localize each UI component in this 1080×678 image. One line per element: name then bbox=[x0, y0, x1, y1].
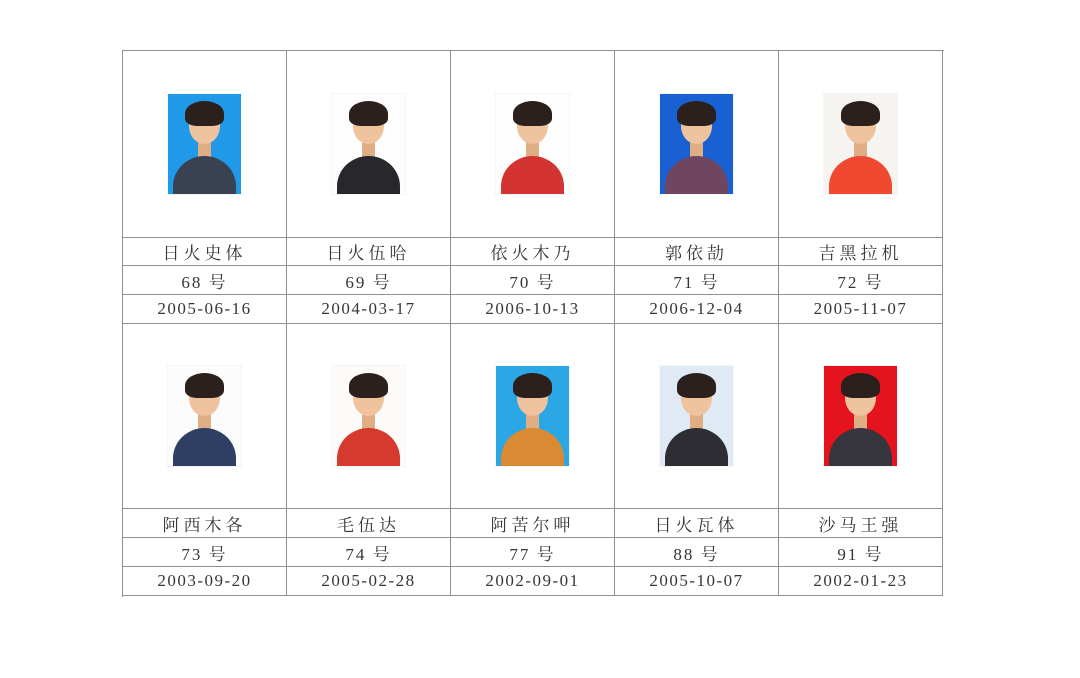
photo-shirt bbox=[665, 156, 728, 194]
player-name: 阿苦尔呷 bbox=[451, 509, 615, 538]
player-name: 阿西木各 bbox=[123, 509, 287, 538]
player-photo-cell bbox=[779, 51, 943, 238]
player-photo-cell bbox=[451, 51, 615, 238]
player-birthdate: 2003-09-20 bbox=[123, 567, 287, 596]
player-photo bbox=[496, 94, 569, 194]
player-photo-cell bbox=[615, 324, 779, 509]
player-jersey-number: 73 号 bbox=[123, 538, 287, 567]
photo-hair bbox=[841, 101, 880, 126]
player-photo-cell bbox=[451, 324, 615, 509]
photo-hair bbox=[349, 101, 388, 126]
player-photo-cell bbox=[615, 51, 779, 238]
player-name: 毛伍达 bbox=[287, 509, 451, 538]
player-photo bbox=[332, 94, 405, 194]
player-name: 依火木乃 bbox=[451, 238, 615, 266]
photo-shirt bbox=[665, 428, 728, 466]
player-jersey-number: 70 号 bbox=[451, 266, 615, 295]
player-jersey-number: 91 号 bbox=[779, 538, 943, 567]
photo-hair bbox=[513, 373, 552, 398]
player-photo bbox=[168, 94, 241, 194]
photo-shirt bbox=[829, 428, 892, 466]
player-photo-cell bbox=[779, 324, 943, 509]
player-birthdate: 2006-12-04 bbox=[615, 295, 779, 324]
photo-shirt bbox=[501, 428, 564, 466]
player-name: 郭依劼 bbox=[615, 238, 779, 266]
photo-hair bbox=[349, 373, 388, 398]
photo-hair bbox=[513, 101, 552, 126]
photo-shirt bbox=[829, 156, 892, 194]
photo-shirt bbox=[337, 428, 400, 466]
player-photo-cell bbox=[123, 51, 287, 238]
player-birthdate: 2005-06-16 bbox=[123, 295, 287, 324]
photo-hair bbox=[185, 373, 224, 398]
player-birthdate: 2002-01-23 bbox=[779, 567, 943, 596]
player-jersey-number: 88 号 bbox=[615, 538, 779, 567]
player-jersey-number: 74 号 bbox=[287, 538, 451, 567]
player-name: 日火伍哈 bbox=[287, 238, 451, 266]
player-jersey-number: 68 号 bbox=[123, 266, 287, 295]
player-birthdate: 2002-09-01 bbox=[451, 567, 615, 596]
player-jersey-number: 77 号 bbox=[451, 538, 615, 567]
player-birthdate: 2005-02-28 bbox=[287, 567, 451, 596]
player-roster-table bbox=[122, 50, 944, 597]
player-photo-cell bbox=[287, 324, 451, 509]
player-photo bbox=[496, 366, 569, 466]
photo-shirt bbox=[173, 428, 236, 466]
player-photo bbox=[660, 366, 733, 466]
player-photo-cell bbox=[287, 51, 451, 238]
photo-hair bbox=[677, 373, 716, 398]
player-photo bbox=[660, 94, 733, 194]
player-name: 日火瓦体 bbox=[615, 509, 779, 538]
player-name: 吉黑拉机 bbox=[779, 238, 943, 266]
player-birthdate: 2005-11-07 bbox=[779, 295, 943, 324]
player-birthdate: 2004-03-17 bbox=[287, 295, 451, 324]
player-jersey-number: 69 号 bbox=[287, 266, 451, 295]
photo-shirt bbox=[337, 156, 400, 194]
player-birthdate: 2005-10-07 bbox=[615, 567, 779, 596]
player-birthdate: 2006-10-13 bbox=[451, 295, 615, 324]
player-name: 日火史体 bbox=[123, 238, 287, 266]
photo-hair bbox=[841, 373, 880, 398]
photo-shirt bbox=[173, 156, 236, 194]
player-jersey-number: 71 号 bbox=[615, 266, 779, 295]
player-photo bbox=[824, 366, 897, 466]
player-photo-cell bbox=[123, 324, 287, 509]
player-name: 沙马王强 bbox=[779, 509, 943, 538]
player-photo bbox=[332, 366, 405, 466]
photo-shirt bbox=[501, 156, 564, 194]
player-jersey-number: 72 号 bbox=[779, 266, 943, 295]
photo-hair bbox=[185, 101, 224, 126]
player-photo bbox=[168, 366, 241, 466]
player-photo bbox=[824, 94, 897, 194]
photo-hair bbox=[677, 101, 716, 126]
